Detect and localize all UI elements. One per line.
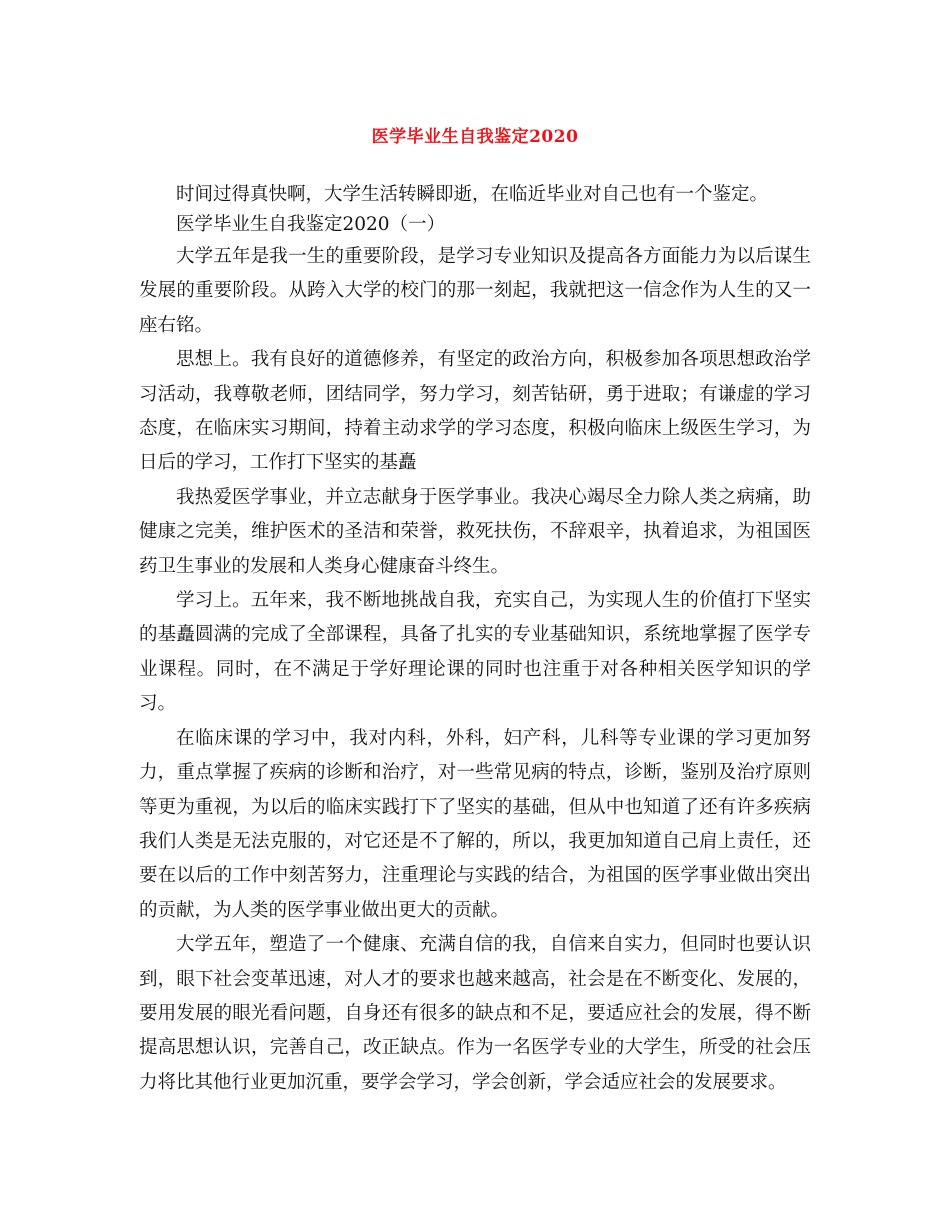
document-body: [139, 180, 811, 1100]
body-paragraph: 大学五年，塑造了一个健康、充满自信的我，自信来自实力，但同时也要认识到，眼下社会变革迅速，对人才的要求也越来越高，社会是在不断变化、发展的，要用发展的眼光看问题，自身还有很多的缺点和不足，要适应社会的发展，得不断提高思想认识，完善自己，改正缺点。作为一名医学专业的大学生，所受的社会压力将比其他行业更加沉重，要学会学习，学会创新，学会适应社会的发展要求。: [139, 934, 811, 1093]
body-paragraph: 学习上。五年来，我不断地挑战自我，充实自己，为实现人生的价值打下坚实的基矗圆满的完成了全部课程，具备了扎实的专业基础知识，系统地掌握了医学专业课程。同时，在不满足于学好理论课的同时也注重于对各种相关医学知识的学习。: [139, 590, 811, 715]
body-paragraph: 思想上。我有良好的道德修养，有坚定的政治方向，积极参加各项思想政治学习活动，我尊敬老师，团结同学，努力学习，刻苦钻研，勇于进取；有谦虚的学习态度，在临床实习期间，持着主动求学的学习态度，积极向临床上级医生学习，为日后的学习，工作打下坚实的基矗: [139, 349, 811, 474]
intro-paragraph: 时间过得真快啊，大学生活转瞬即逝，在临近毕业对自己也有一个鉴定。: [176, 184, 769, 205]
document-title: 医学毕业生自我鉴定2020: [371, 127, 579, 147]
section-heading: 医学毕业生自我鉴定2020（一）: [176, 214, 446, 235]
body-paragraph: 大学五年是我一生的重要阶段，是学习专业知识及提高各方面能力为以后谋生发展的重要阶段。从跨入大学的校门的那一刻起，我就把这一信念作为人生的又一座右铭。: [139, 246, 811, 336]
body-paragraph: 我热爱医学事业，并立志献身于医学事业。我决心竭尽全力除人类之病痛，助健康之完美，维护医术的圣洁和荣誉，救死扶伤，不辞艰辛，执着追求，为祖国医药卫生事业的发展和人类身心健康奋斗终生。: [139, 486, 811, 577]
body-paragraph: 在临床课的学习中，我对内科，外科，妇产科，儿科等专业课的学习更加努力，重点掌握了疾病的诊断和治疗，对一些常见病的特点，诊断，鉴别及治疗原则等更为重视，为以后的临床实践打下了坚实的基础，但从中也知道了还有许多疾病我们人类是无法克服的，对它还是不了解的，所以，我更加知道自己肩上责任，还要在以后的工作中刻苦努力，注重理论与实践的结合，为祖国的医学事业做出突出的贡献，为人类的医学事业做出更大的贡献。: [139, 727, 811, 921]
